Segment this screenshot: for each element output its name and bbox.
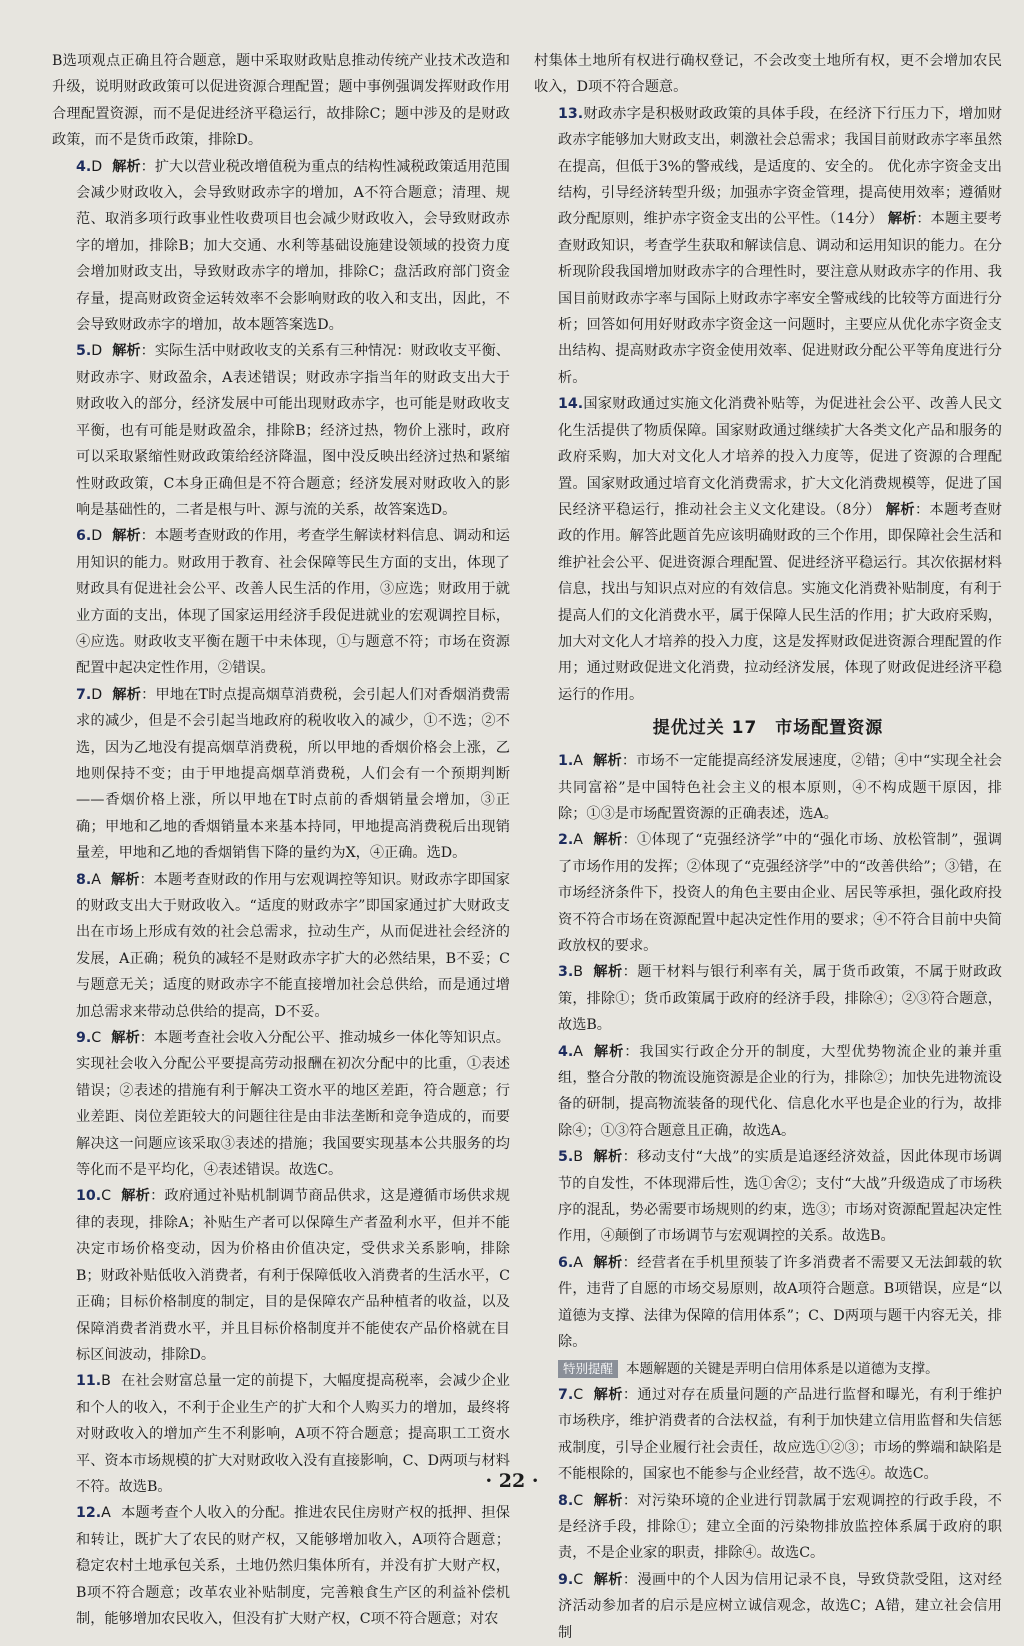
analysis-text: ：我国实行政企分开的制度，大型优势物流企业的兼并重组，整合分散的物流设施资源是企业的行为，排除②；加快先进物流设备的研制，提高物流装备的现代化、信息化水平也是企业的行为，故排除④；①③符合题意且正确，故选A。 <box>558 1043 1002 1139</box>
question-number: 9. <box>76 1030 92 1047</box>
answer-choice: A <box>573 832 583 849</box>
analysis-text: ：对污染环境的企业进行罚款属于宏观调控的行政手段，不是经济手段，排除①；建立全面的污染物排放监控体系属于政府的职责，不是企业家的职责，排除④。故选C。 <box>558 1492 1002 1562</box>
page-number: · 22 · <box>485 1470 539 1492</box>
analysis-label: 解析 <box>593 1492 623 1509</box>
question-number: 2. <box>558 832 574 849</box>
analysis-text: ：实际生活中财政收支的关系有三种情况：财政收支平衡、财政赤字、财政盈余，A表述错误；财政赤字指当年的财政支出大于财政收入的部分，经济发展中可能出现财政赤字，也可能是财政收支平衡，也有可能是财政盈余，排除B；经济过热，物价上涨时，政府可以采取紧缩性财政政策给经济降温，图中没反映出经济过热和紧缩性财政政策，C本身正确但是不符合题意；经济发展对财政收入的影响是基础性的，二者是根与叶、源与流的关系，故答案选D。 <box>76 343 510 518</box>
answer-item <box>534 1488 1002 1567</box>
answer-choice: C <box>573 1492 584 1509</box>
question-number: 9. <box>558 1571 574 1588</box>
answer-choice: A <box>91 871 101 888</box>
question-number: 6. <box>76 528 92 545</box>
answer-item <box>52 1025 510 1183</box>
answer-choice: C <box>101 1188 112 1205</box>
analysis-text: ：本题考查财政的作用，考查学生解读材料信息、调动和运用知识的能力。财政用于教育、社会保障等民生方面的支出，体现了财政具有促进社会公平、改善人民生活的作用，③应选；财政用于就业方面的支出，体现了国家运用经济手段促进就业的宏观调控目标，④应选。财政收支平衡在题干中未体现，①与题意不符；市场在资源配置中起决定性作用，②错误。 <box>76 528 510 677</box>
analysis-label: 解析 <box>593 1386 623 1403</box>
analysis-label: 解析 <box>112 528 141 545</box>
answer-item <box>52 338 510 523</box>
analysis-text: ：市场不一定能提高经济发展速度，②错；④中“实现全社会共同富裕”是中国特色社会主义的根本原则，④不构成题干原因，排除；①③是市场配置资源的正确表述，选A。 <box>558 753 1002 822</box>
answer-choice: C <box>573 1571 584 1588</box>
answer-item <box>534 827 1002 959</box>
answer-choice: A <box>573 753 583 770</box>
answer-item <box>52 154 510 339</box>
analysis-text: ：政府通过补贴机制调节商品供求，这是遵循市场供求规律的表现，排除A；补贴生产者可以保障生产者盈利水平，但并不能决定市场价格变动，因为价格由价值决定，受供求关系影响，排除B；财政补贴低收入消费者，有利于保障低收入消费者的生活水平，C正确；目标价格制度的制定，目的是保障农产品种植者的收益，以及保障消费者消费水平，并且目标价格制度并不能使农产品价格就在目标区间波动，排除D。 <box>76 1188 510 1363</box>
analysis-text: ：题干材料与银行利率有关，属于货币政策，不属于财政政策，排除①；货币政策属于政府的经济手段，排除④；②③符合题意，故选B。 <box>558 964 1002 1034</box>
answer-item <box>534 101 1002 391</box>
analysis-text: ：①体现了“克强经济学”中的“强化市场、放松管制”，强调了市场作用的发挥；②体现了“克强经济学”中的“改善供给”；③错，在市场经济条件下，投资人的角色主要由企业、居民等承担，强化政府投资不符合市场在资源配置中起决定性作用的要求；④不符合目前中央简政放权的要求。 <box>558 832 1002 954</box>
answer-text: 国家财政通过实施文化消费补贴等，为促进社会公平、改善人民文化生活提供了物质保障。国家财政通过继续扩大各类文化产品和服务的政府采购，加大对文化人才培养的投入力度等，促进了资源的合理配置。国家财政通过培育文化消费需求，扩大文化消费规模等，促进了国民经济平稳运行，推动社会主义文化建设。（8分） <box>558 396 1002 518</box>
answer-item <box>534 748 1002 827</box>
answer-item <box>52 523 510 681</box>
answer-choice: D <box>91 158 103 175</box>
question-number: 14. <box>558 396 584 413</box>
question-number: 7. <box>76 686 92 703</box>
answer-item <box>52 867 510 1025</box>
analysis-text: ：移动支付“大战”的实质是追逐经济效益，因此体现市场调节的自发性，不体现滞后性，选①舍②；支付“大战”升级造成了市场秩序的混乱，势必需要市场规则的约束，选③；市场对资源配置起决定性作用，④颠倒了市场调节与宏观调控的关系。故选B。 <box>558 1149 1002 1245</box>
analysis-label: 解析 <box>112 158 141 175</box>
analysis-label: 解析 <box>110 871 140 888</box>
answer-choice: D <box>91 528 103 545</box>
analysis-label: 解析 <box>112 686 142 703</box>
analysis-label: 解析 <box>592 753 622 770</box>
right-answer-list-b <box>534 748 1002 1355</box>
continued-text: 村集体土地所有权进行确权登记，不会改变土地所有权，更不会增加农民收入，D项不符合题意。 <box>534 53 1002 96</box>
analysis-text: ：漫画中的个人因为信用记录不良，导致贷款受阻，这对经济活动参加者的启示是应树立诚信观念，故选C；A错，建立社会信用制 <box>558 1571 1002 1641</box>
question-number: 12. <box>76 1505 102 1522</box>
tip-label: 特别提醒 <box>558 1360 618 1378</box>
answer-item <box>52 1183 510 1368</box>
analysis-text: ：本题主要考查财政知识，考查学生获取和解读信息、调动和运用知识的能力。在分析现阶段我国增加财政赤字的合理性时，要注意从财政赤字的作用、我国目前财政赤字率与国际上财政赤字率安全警戒线的比较等方面进行分析；回答如何用好财政赤字资金这一问题时，主要应从优化赤字资金支出结构、提高财政赤字资金使用效率、促进财政分配公平等角度进行分析。 <box>558 211 1002 386</box>
analysis-text: 在社会财富总量一定的前提下，大幅度提高税率，会减少企业和个人的收入，不利于企业生产的扩大和个人购买力的增加，最终将对财政收入的增加产生不利影响，A项不符合题意；提高职工工资水平、资本市场规模的扩大对财政收入没有直接影响，C、D两项与材料不符。故选B。 <box>76 1373 510 1495</box>
right-answer-list-c <box>534 1382 1002 1646</box>
answer-text: 财政赤字是积极财政政策的具体手段，在经济下行压力下，增加财政赤字能够加大财政支出，刺激社会总需求；我国目前财政赤字率虽然在提高，但低于3%的警戒线，是适度的、安全的。 优化赤字资金支出结构，引导经济转型升级；加强赤字资金管理，提高使用效率；遵循财政分配原则，维护赤字资金支出的公平性。（14分） <box>558 105 1002 228</box>
answer-item <box>534 1250 1002 1356</box>
answer-item <box>534 1567 1002 1646</box>
answer-choice: C <box>91 1030 102 1047</box>
analysis-text: ：本题考查财政的作用。解答此题首先应该明确财政的三个作用，即保障社会生活和维护社会公平、促进资源合理配置、促进经济平稳运行。其次依据材料信息，找出与知识点对应的有效信息。实施文化消费补贴制度，有利于提高人们的文化消费水平，属于保障人民生活的作用；扩大政府采购，加大对文化人才培养的投入力度，这是发挥财政促进资源合理配置的作用；通过财政促进文化消费，拉动经济发展，体现了财政促进经济平稳运行的作用。 <box>558 501 1002 703</box>
analysis-text: ：通过对存在质量问题的产品进行监督和曝光，有利于维护市场秩序，维护消费者的合法权益，有利于加快建立信用监督和失信惩戒制度，引导企业履行社会责任，故应选①②③；市场的弊端和缺陷是不能根除的，国家也不能参与企业经营，故不选④。故选C。 <box>558 1386 1002 1483</box>
section-title: 提优过关 17 市场配置资源 <box>652 718 884 739</box>
analysis-label: 解析 <box>592 1043 625 1060</box>
analysis-text: ：扩大以营业税改增值税为重点的结构性减税政策适用范围会减少财政收入，会导致财政赤字的增加，A不符合题意；清理、规范、取消多项行政事业性收费项目也会减少财政收入，会导致财政赤字的增加，排除B；加大交通、水利等基础设施建设领域的投资力度会增加财政支出，导致财政赤字的增加，排除C；盘活政府部门资金存量，提高财政资金运转效率不会影响财政的收入和支出，因此，不会导致财政赤字的增加，故本题答案选D。 <box>76 158 510 334</box>
answer-item <box>534 959 1002 1038</box>
question-number: 13. <box>558 105 584 122</box>
left-answer-list <box>52 154 510 1633</box>
analysis-label: 解析 <box>121 1188 151 1205</box>
special-tip <box>534 1356 1002 1382</box>
analysis-label: 解析 <box>112 343 141 360</box>
answer-item <box>534 1039 1002 1145</box>
analysis-label: 解析 <box>593 1149 623 1166</box>
analysis-label: 解析 <box>593 1571 623 1588</box>
right-column <box>534 48 1002 1646</box>
question-number: 4. <box>558 1043 574 1060</box>
answer-item <box>52 1500 510 1632</box>
continued-text: B选项观点正确且符合题意，题中采取财政贴息推动传统产业技术改造和升级，说明财政政策可以促进资源合理配置；题中事例强调发挥财政作用合理配置资源，而不是促进经济平稳运行，故排除C；题中涉及的是财政政策，而不是货币政策，排除D。 <box>52 53 510 149</box>
question-number: 8. <box>76 871 92 888</box>
answer-choice: D <box>91 343 103 360</box>
answer-choice: A <box>573 1043 583 1060</box>
analysis-text: 本题考查个人收入的分配。推进农民住房财产权的抵押、担保和转让，既扩大了农民的财产权，又能够增加收入，A项符合题意；稳定农村土地承包关系，土地仍然归集体所有，并没有扩大财产权，B项不符合题意；改革农业补贴制度，完善粮食生产区的利益补偿机制，能够增加农民收入，但没有扩大财产权，C项不符合题意；对农 <box>76 1505 510 1627</box>
analysis-label: 解析 <box>592 832 623 849</box>
question-number: 10. <box>76 1188 102 1205</box>
right-answer-list-a <box>534 101 1002 708</box>
answer-choice: B <box>573 964 583 981</box>
question-number: 6. <box>558 1254 574 1271</box>
analysis-label: 解析 <box>885 501 915 518</box>
question-number: 11. <box>76 1373 102 1390</box>
analysis-text: ：甲地在T时点提高烟草消费税，会引起人们对香烟消费需求的减少，但是不会引起当地政府的税收收入的减少，①不选；②不选，因为乙地没有提高烟草消费税，所以甲地的香烟价格会上涨，乙地则保持不变；由于甲地提高烟草消费税，人们会有一个预期判断——香烟价格上涨，所以甲地在T时点前的香烟销量会增加，③正确；甲地和乙地的香烟销量本来基本持同，甲地提高消费税后出现销量差，甲地和乙地的香烟销售下降的量约为X，④正确。选D。 <box>76 686 510 862</box>
answer-choice: C <box>573 1386 584 1403</box>
tip-text: 本题解题的关键是弄明白信用体系是以道德为支撑。 <box>626 1360 939 1377</box>
question-number: 3. <box>558 964 574 981</box>
question-number: 4. <box>76 158 92 175</box>
answer-item <box>52 682 510 867</box>
question-number: 1. <box>558 753 574 770</box>
answer-item <box>534 391 1002 708</box>
question-number: 5. <box>76 343 92 360</box>
answer-choice: B <box>101 1373 111 1390</box>
answer-choice: A <box>573 1254 583 1271</box>
answer-item <box>534 1144 1002 1250</box>
question-number: 7. <box>558 1386 574 1403</box>
analysis-text: ：本题考查社会收入分配公平、推动城乡一体化等知识点。实现社会收入分配公平要提高劳动报酬在初次分配中的比重，①表述错误；②表述的措施有利于解决工资水平的地区差距，符合题意；行业差距、岗位差距较大的问题往往是由非法垄断和竞争造成的，而要解决这一问题应该采取③表述的措施；我国要实现基本公共服务的均等化而不是平均化，④表述错误。故选C。 <box>76 1030 510 1179</box>
analysis-label: 解析 <box>593 964 623 981</box>
analysis-label: 解析 <box>592 1254 623 1271</box>
analysis-label: 解析 <box>887 211 917 228</box>
question-number: 5. <box>558 1149 574 1166</box>
analysis-text: ：本题考查财政的作用与宏观调控等知识。财政赤字即国家的财政支出大于财政收入。“适度的财政赤字”即国家通过扩大财政支出在市场上形成有效的社会总需求，拉动生产，从而促进社会经济的发展，A正确；税负的减轻不是财政赤字扩大的必然结果，B不妥；C与题意无关；适度的财政赤字不能直接增加社会总供给，而是通过增加总需求来带动总供给的提高，D不妥。 <box>76 871 510 1020</box>
answer-choice: A <box>101 1505 111 1522</box>
answer-choice: B <box>573 1149 583 1166</box>
analysis-text: ：经营者在手机里预装了许多消费者不需要又无法卸载的软件，违背了自愿的市场交易原则，故A项符合题意。B项错误，应是“以道德为支撑、法律为保障的信用体系”；C、D两项与题干内容无关，排除。 <box>558 1254 1002 1351</box>
question-number: 8. <box>558 1492 574 1509</box>
analysis-label: 解析 <box>111 1030 140 1047</box>
left-column <box>52 48 510 1632</box>
answer-choice: D <box>91 686 103 703</box>
